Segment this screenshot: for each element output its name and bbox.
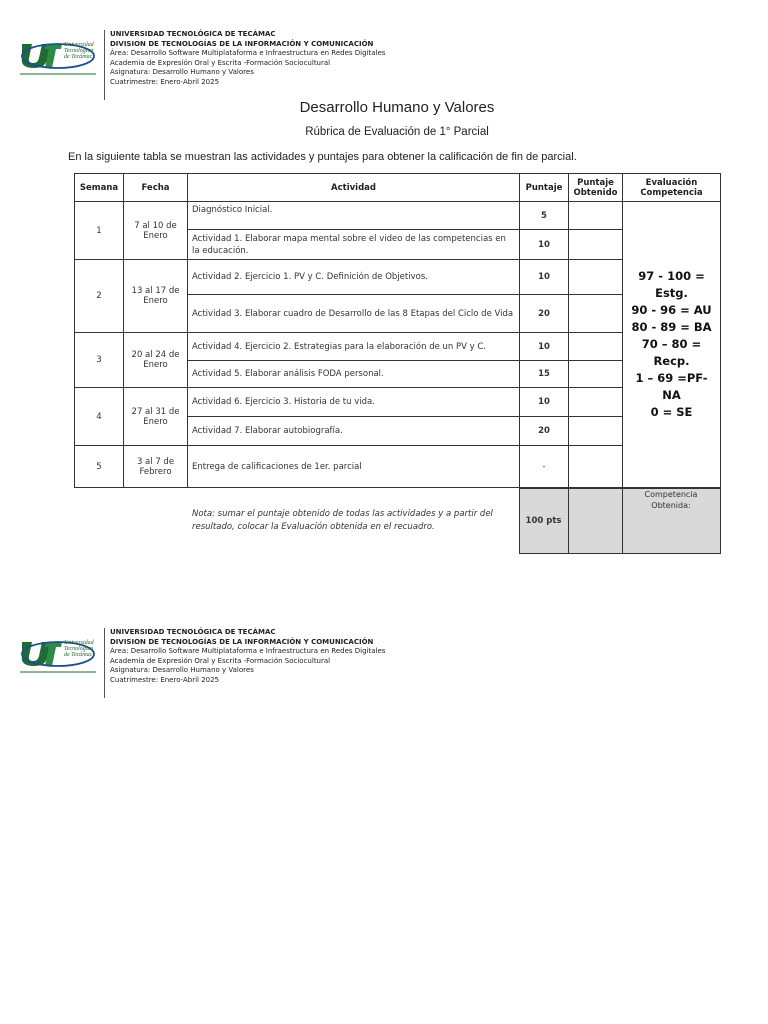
activity-text: Diagnóstico Inicial. [188,202,520,230]
week-number: 4 [75,388,124,446]
week-date: 27 al 31 de Enero [124,388,188,446]
logo-text-line: de Tecámac [64,54,93,60]
activity-points: 5 [520,202,569,230]
week-number: 2 [75,260,124,333]
scale-item: 97 - 100 = Estg. [638,269,705,300]
page-subtitle: Rúbrica de Evaluación de 1° Parcial [305,126,489,138]
header-actividad: Actividad [188,174,520,202]
university-logo [18,628,98,678]
obtained-points-cell[interactable] [569,446,623,488]
header-line: Área: Desarrollo Software Multiplataforma e Infraestructura en Redes Digitales [110,49,386,58]
activity-text: Entrega de calificaciones de 1er. parcial [188,446,520,488]
obtained-points-cell[interactable] [569,417,623,446]
evaluation-scale [623,202,721,488]
header-line: Academia de Expresión Oral y Escrita -Formación Sociocultural [110,656,331,665]
page-title: Desarrollo Humano y Valores [299,99,495,116]
total-obtained-cell[interactable] [568,489,622,554]
total-points: 100 pts [519,489,568,554]
obtained-points-cell[interactable] [569,202,623,230]
table-header-row [75,174,721,202]
activity-text: Actividad 7. Elaborar autobiografía. [188,417,520,446]
scale-item: 70 – 80 = Recp. [641,337,702,368]
totals-row [186,489,720,554]
week-date: 20 al 24 de Enero [124,333,188,388]
header-line: Cuatrimestre: Enero-Abril 2025 [110,77,220,86]
week-date: 7 al 10 de Enero [124,202,188,260]
week-date: 3 al 7 de Febrero [124,446,188,488]
header-text [104,30,385,100]
header-obtenido: Puntaje Obtenido [569,174,623,202]
week-date: 13 al 17 de Enero [124,260,188,333]
obtained-points-cell[interactable] [569,333,623,361]
header-line: Asignatura: Desarrollo Humano y Valores [110,666,254,675]
activity-points: 10 [520,230,569,260]
obtained-points-cell[interactable] [569,361,623,388]
table-row [75,202,721,230]
rubric-table [74,173,721,488]
header-line: UNIVERSIDAD TECNOLÓGICA DE TECÁMAC [110,628,276,636]
logo-text-line: Universidad [64,640,94,646]
competencia-obtenida-cell[interactable]: Competencia Obtenida: [622,489,720,554]
activity-text: Actividad 5. Elaborar análisis FODA personal. [188,361,520,388]
intro-text: En la siguiente tabla se muestran las actividades y puntajes para obtener la calificación de fin de parcial. [68,151,577,163]
scale-item: 1 – 69 =PF-NA [635,371,708,402]
obtained-points-cell[interactable] [569,295,623,333]
activity-text: Actividad 2. Ejercicio 1. PV y C. Definición de Objetivos. [188,260,520,295]
activity-text: Actividad 3. Elaborar cuadro de Desarrollo de las 8 Etapas del Ciclo de Vida [188,295,520,333]
activity-points: 15 [520,361,569,388]
header-line: UNIVERSIDAD TECNOLÓGICA DE TECÁMAC [110,30,276,38]
obtained-points-cell[interactable] [569,260,623,295]
week-number: 1 [75,202,124,260]
header-line: Cuatrimestre: Enero-Abril 2025 [110,675,220,684]
week-number: 3 [75,333,124,388]
scale-item: 90 - 96 = AU [631,303,712,317]
header-line: Academia de Expresión Oral y Escrita -Formación Sociocultural [110,58,331,67]
scale-item: 0 = SE [650,405,693,419]
logo-text-line: de Tecámac [64,652,93,658]
logo-text-line: Tecnológica [64,646,94,652]
header-text [104,628,385,698]
activity-text: Actividad 6. Ejercicio 3. Historia de tu vida. [188,388,520,417]
activity-text: Actividad 4. Ejercicio 2. Estrategias para la elaboración de un PV y C. [188,333,520,361]
obtained-points-cell[interactable] [569,230,623,260]
logo-text-line: Tecnológica [64,48,94,54]
activity-points: 10 [520,388,569,417]
activity-points: - [520,446,569,488]
university-logo [18,30,98,80]
header-evaluacion: Evaluación Competencia [623,174,721,202]
header-semana: Semana [75,174,124,202]
page-header [18,30,385,100]
header-line: DIVISION DE TECNOLOGÍAS DE LA INFORMACIÓN Y COMUNICACIÓN [110,637,374,646]
header-puntaje: Puntaje [520,174,569,202]
scale-item: 80 - 89 = BA [631,320,712,334]
header-fecha: Fecha [124,174,188,202]
header-line: Área: Desarrollo Software Multiplataforma e Infraestructura en Redes Digitales [110,647,386,656]
activity-points: 10 [520,333,569,361]
activity-points: 10 [520,260,569,295]
activity-points: 20 [520,295,569,333]
logo-text-line: Universidad [64,42,94,48]
header-line: DIVISION DE TECNOLOGÍAS DE LA INFORMACIÓN Y COMUNICACIÓN [110,39,374,48]
header-line: Asignatura: Desarrollo Humano y Valores [110,68,254,77]
activity-points: 20 [520,417,569,446]
instructions-note: Nota: sumar el puntaje obtenido de todas las actividades y a partir del resultado, colocar la Evaluación obtenida en el recuadro. [192,509,493,532]
activity-text: Actividad 1. Elaborar mapa mental sobre el video de las competencias en la educación. [188,230,520,260]
totals-table [186,488,721,554]
page-header-repeat [18,628,385,698]
obtained-points-cell[interactable] [569,388,623,417]
week-number: 5 [75,446,124,488]
